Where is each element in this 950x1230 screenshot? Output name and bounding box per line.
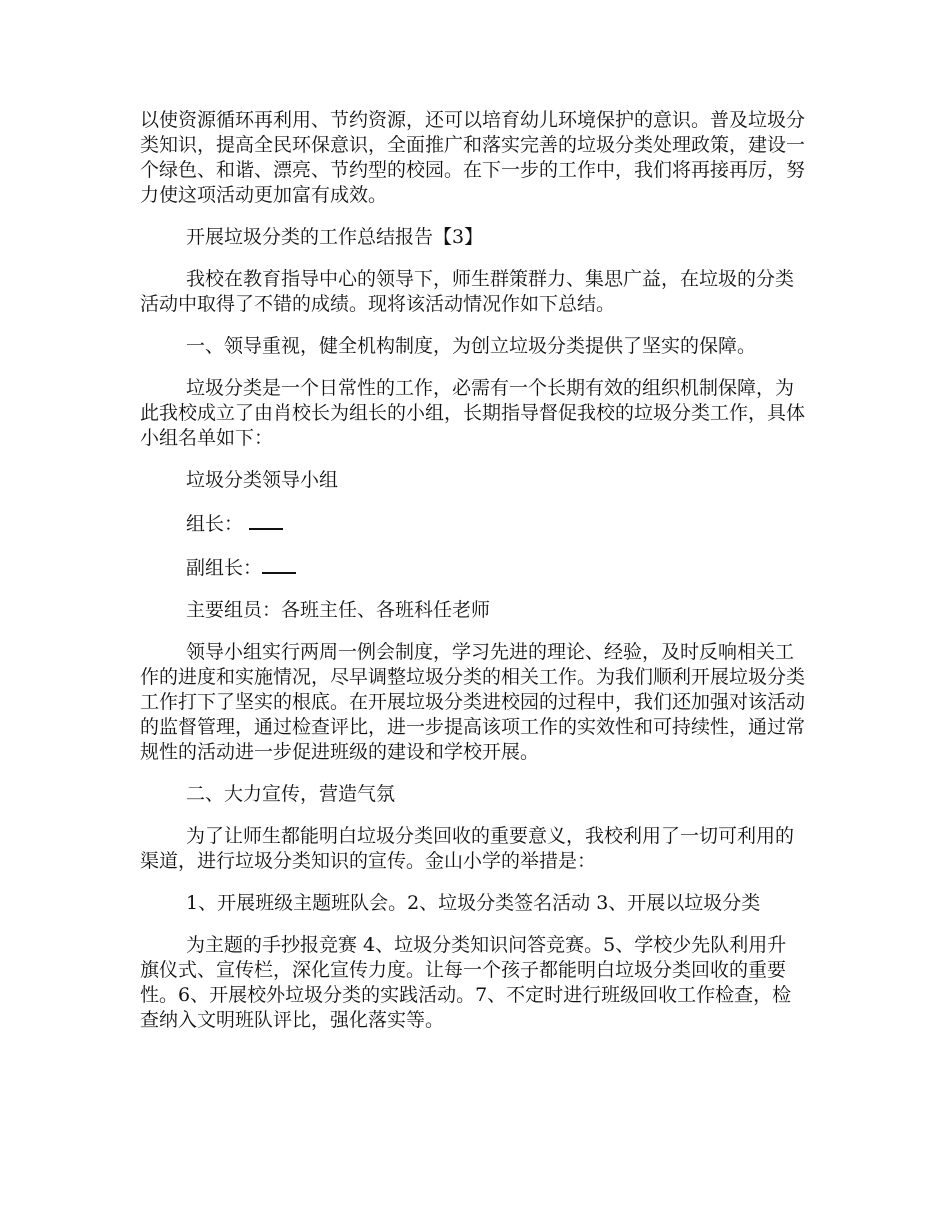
heading-publicity: 二、大力宣传，营造气氛 bbox=[186, 783, 396, 805]
paragraph-measures-2: 为主题的手抄报竞赛 4、垃圾分类知识问答竞赛。5、学校少先队利用升旗仪式、宣传栏，深化宣传力度。让每一个孩子都能明白垃圾分类回收的重要性。6、开展校外垃圾分类的实践活动。7、不定时进行班级回收工作检查，检查纳入文明班队评比，强化落实等。 bbox=[140, 934, 792, 1031]
deputy-leader-blank bbox=[262, 554, 296, 574]
deputy-leader-line bbox=[140, 554, 805, 581]
deputy-leader-label: 副组长： bbox=[186, 557, 263, 579]
paragraph-intro-continuation: 以使资源循环再利用、节约资源，还可以培育幼儿环境保护的意识。普及垃圾分类知识，提高全民环保意识，全面推广和落实完善的垃圾分类处理政策，建设一个绿色、和谐、漂亮、节约型的校园。在下一步的工作中，我们将再接再厉，努力使这项活动更加富有成效。 bbox=[140, 109, 806, 206]
paragraph-organization: 垃圾分类是一个日常性的工作，必需有一个长期有效的组织机制保障，为此我校成立了由肖校长为组长的小组，长期指导督促我校的垃圾分类工作，具体小组名单如下： bbox=[140, 377, 806, 449]
leader-blank bbox=[249, 510, 283, 530]
paragraph-summary-intro: 我校在教育指导中心的领导下，师生群策群力、集思广益，在垃圾的分类活动中取得了不错的成绩。现将该活动情况作如下总结。 bbox=[140, 268, 795, 315]
heading-leadership: 一、领导重视，健全机构制度，为创立垃圾分类提供了坚实的保障。 bbox=[186, 335, 757, 357]
paragraph-publicity-intro: 为了让师生都能明白垃圾分类回收的重要意义，我校利用了一切可利用的渠道，进行垃圾分类知识的宣传。金山小学的举措是： bbox=[140, 825, 795, 872]
members-line: 主要组员：各班主任、各班科任老师 bbox=[186, 599, 491, 621]
paragraph-measures-1: 1、开展班级主题班队会。2、垃圾分类签名活动 3、开展以垃圾分类 bbox=[186, 892, 761, 914]
section-heading-report-3: 开展垃圾分类的工作总结报告【3】 bbox=[186, 226, 484, 248]
document-page bbox=[140, 108, 805, 1050]
paragraph-meeting-system: 领导小组实行两周一例会制度，学习先进的理论、经验，及时反响相关工作的进度和实施情况，尽早调整垃圾分类的相关工作。为我们顺利开展垃圾分类工作打下了坚实的根底。在开展垃圾分类进校园的过程中，我们还加强对该活动的监督管理，通过检查评比，进一步提高该项工作的实效性和可持续性，通过常规性的活动进一步促进班级的建设和学校开展。 bbox=[140, 641, 806, 763]
group-title: 垃圾分类领导小组 bbox=[186, 469, 339, 491]
leader-line bbox=[140, 510, 805, 537]
leader-label: 组长： bbox=[186, 513, 244, 535]
